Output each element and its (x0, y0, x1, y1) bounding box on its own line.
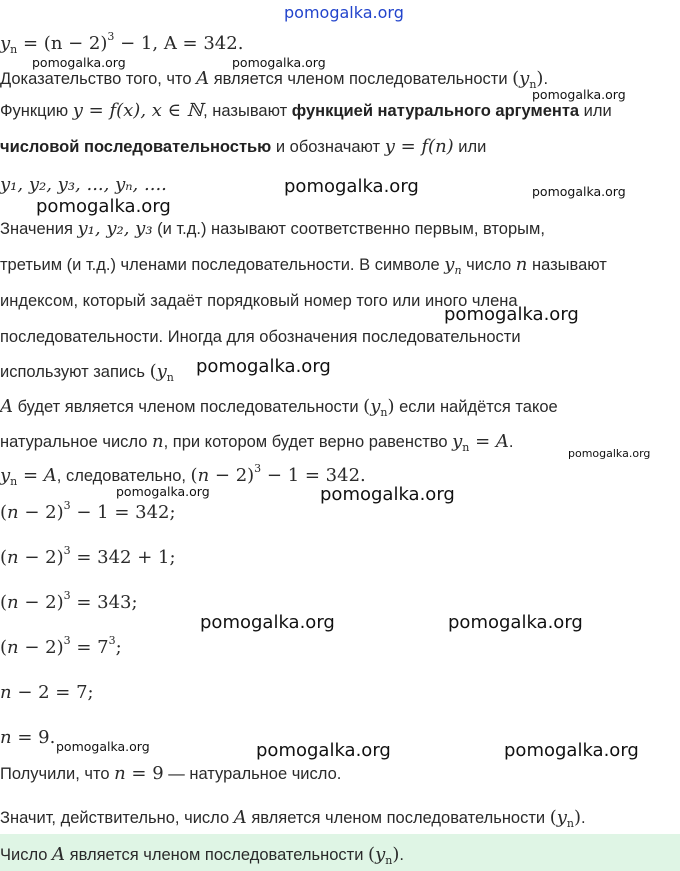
watermark: pomogalka.org (116, 484, 210, 499)
condition-line-2: натуральное число n, при котором будет верно равенство $y_n = A$. (0, 431, 514, 454)
watermark: pomogalka.org (200, 612, 335, 633)
conclusion-line: Число A является членом последовательности $(y_n)$. (0, 844, 404, 867)
step-4: $(n - 2)^3 = 7^3$; (0, 634, 122, 658)
watermark: pomogalka.org (32, 55, 126, 70)
definition-line-1: Функцию y = f(x), x ∈ ℕ, называют функцией натурального аргумента или (0, 100, 612, 121)
values-line-5: используют запись ($y_n$ (0, 361, 174, 384)
values-line-3: индексом, который задаёт порядковый номер того или иного члена (0, 292, 518, 310)
watermark: pomogalka.org (532, 184, 626, 199)
means-line: Значит, действительно, число A является членом последовательности $(y_n)$. (0, 807, 586, 830)
condition-line-1: A будет является членом последовательности $(y_n)$ если найдётся такое (0, 396, 558, 419)
watermark: pomogalka.org (232, 55, 326, 70)
step-3: $(n - 2)^3 = 343$; (0, 589, 138, 613)
step-2: $(n - 2)^3 = 342 + 1$; (0, 544, 176, 568)
watermark: pomogalka.org (320, 484, 455, 505)
watermark: pomogalka.org (284, 176, 419, 197)
values-line-4: последовательности. Иногда для обозначения последовательности (0, 328, 521, 346)
watermark-top[interactable]: pomogalka.org (284, 3, 404, 22)
watermark: pomogalka.org (504, 740, 639, 761)
problem-statement: $y_n = (n - 2)^3 - 1$, A = 342. (0, 30, 244, 56)
result-line: Получили, что n = 9 — натуральное число. (0, 763, 342, 784)
values-line-1: Значения y₁, y₂, y₃ (и т.д.) называют соответственно первым, вторым, (0, 218, 545, 239)
watermark: pomogalka.org (36, 196, 171, 217)
watermark: pomogalka.org (444, 304, 579, 325)
watermark: pomogalka.org (56, 739, 150, 754)
step-5: n − 2 = 7; (0, 682, 94, 703)
sequence-notation: y₁, y₂, y₃, ..., yₙ, .... (0, 174, 167, 195)
values-line-2: третьим (и т.д.) членами последовательности. В символе $y_n$ число n называют (0, 254, 607, 277)
step-6: n = 9. (0, 727, 56, 748)
watermark: pomogalka.org (256, 740, 391, 761)
proof-intro: Доказательство того, что A является членом последовательности $(y_n)$. (0, 68, 549, 91)
watermark: pomogalka.org (448, 612, 583, 633)
watermark: pomogalka.org (532, 87, 626, 102)
definition-line-2: числовой последовательностью и обозначают y = f(n) или (0, 136, 487, 157)
watermark: pomogalka.org (568, 447, 651, 460)
watermark: pomogalka.org (196, 356, 331, 377)
step-1: $(n - 2)^3 - 1 = 342$; (0, 499, 176, 523)
condition-line-3: $y_n = A$, следовательно, $(n - 2)^3 - 1 = 342$. (0, 462, 366, 488)
